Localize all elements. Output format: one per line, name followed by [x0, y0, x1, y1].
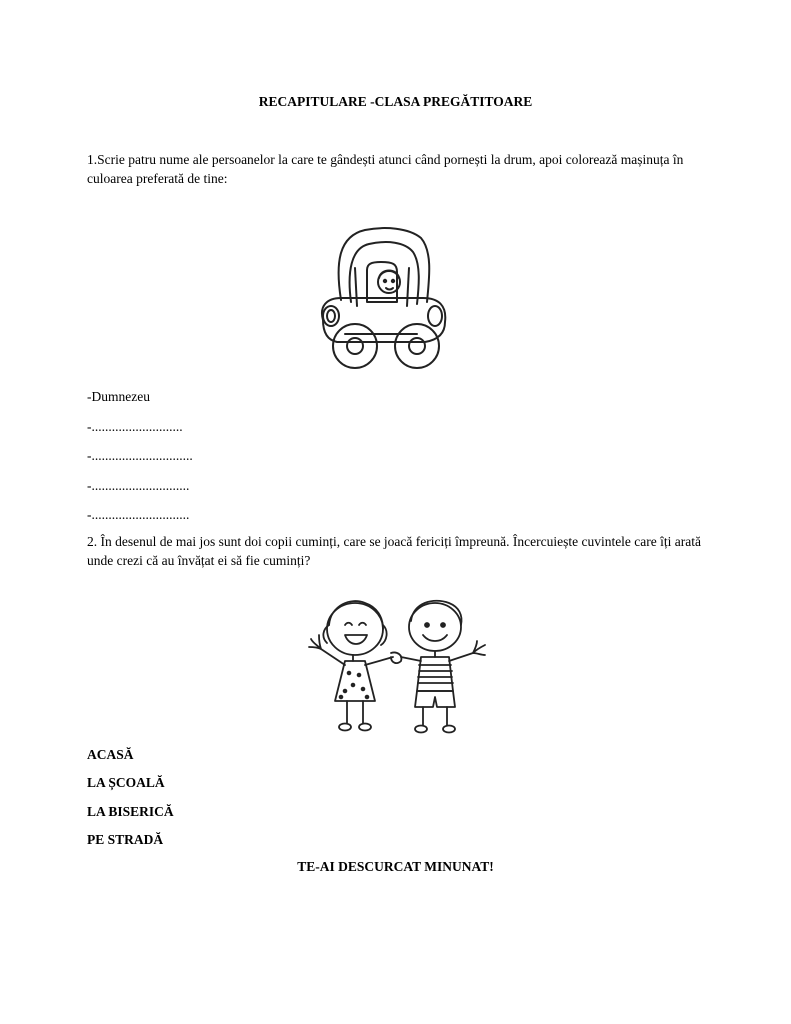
- question-2-text: 2. În desenul de mai jos sunt doi copii cuminți, care se joacă fericiți împreună. Încercuiește cuvintele care îți arată unde crezi că au învățat ei să fie cuminți?: [87, 534, 701, 568]
- closing-message: TE-AI DESCURCAT MINUNAT!: [297, 859, 494, 874]
- answer-line-4[interactable]: -.............................: [87, 478, 190, 493]
- answer-line-1: -Dumnezeu: [87, 389, 150, 404]
- worksheet-title: RECAPITULARE -CLASA PREGĂTITOARE: [258, 94, 533, 109]
- question-1-text: 1.Scrie patru nume ale persoanelor la care te gândești atunci când pornești la drum, apoi colorează mașinuța în culoarea preferată de tine:: [87, 152, 684, 186]
- answer-line-2[interactable]: -...........................: [87, 419, 183, 434]
- option-acasa[interactable]: ACASĂ: [87, 747, 134, 762]
- kids-illustration: [307, 595, 489, 740]
- option-la-scoala[interactable]: LA ȘCOALĂ: [87, 775, 165, 790]
- option-la-biserica[interactable]: LA BISERICĂ: [87, 804, 174, 819]
- answer-line-5[interactable]: -.............................: [87, 507, 190, 522]
- car-illustration: [305, 222, 457, 378]
- answer-line-3[interactable]: -..............................: [87, 448, 193, 463]
- option-pe-strada[interactable]: PE STRADĂ: [87, 832, 164, 847]
